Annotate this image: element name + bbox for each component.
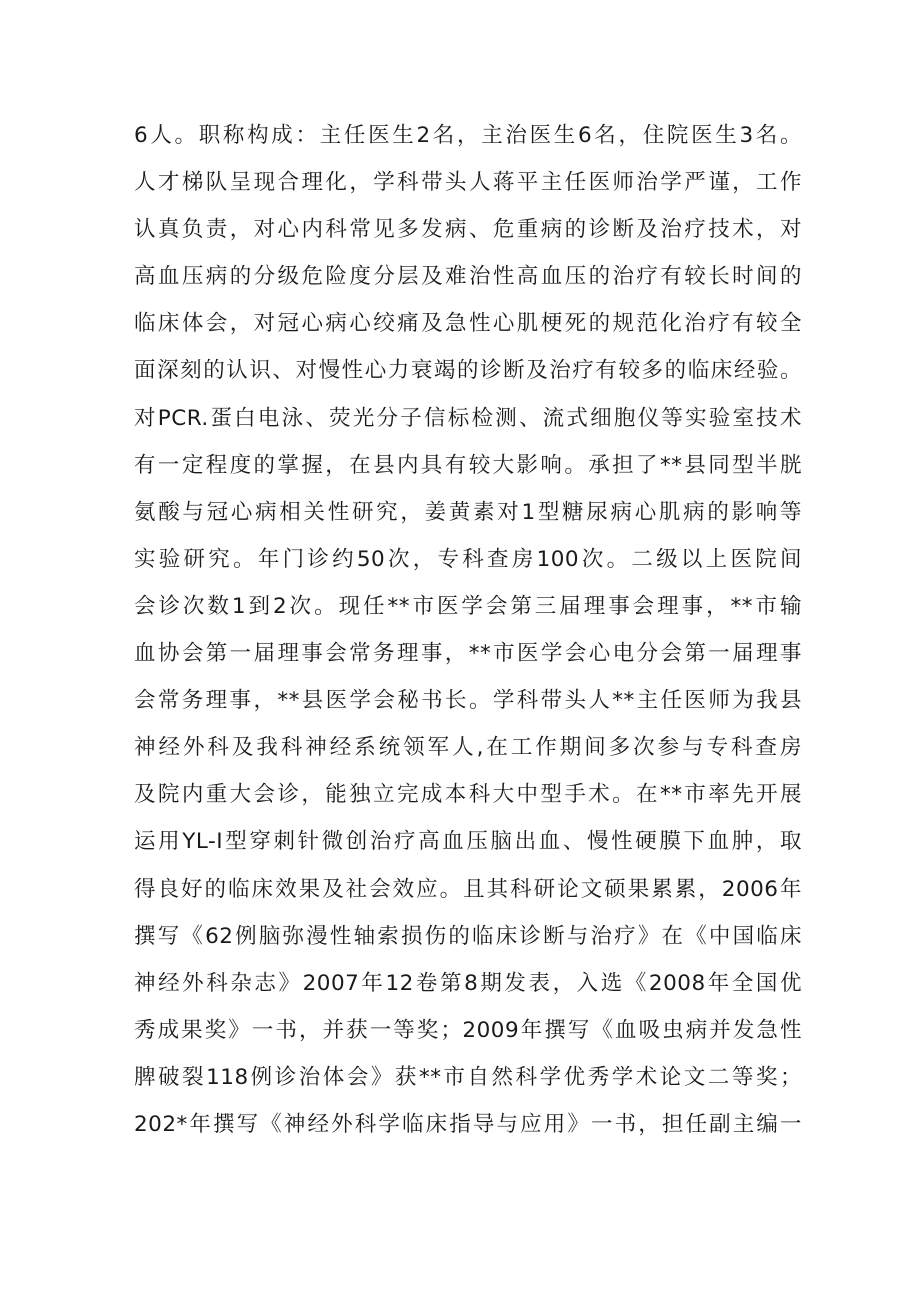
text-line: 认真负责，对心内科常见多发病、危重病的诊断及治疗技术，对 (134, 217, 802, 243)
text-line: 及院内重大会诊，能独立完成本科大中型手术。在**市率先开展 (134, 782, 802, 808)
text-line: 实验研究。年门诊约50次，专科查房100次。二级以上医院间 (134, 546, 802, 572)
text-line: 秀成果奖》一书，并获一等奖；2009年撰写《血吸虫病并发急性 (134, 1017, 802, 1043)
text-line: 氨酸与冠心病相关性研究，姜黄素对1型糖尿病心肌病的影响等 (134, 499, 802, 525)
text-line: 6人。职称构成：主任医生2名，主治医生6名，住院医生3名。 (134, 123, 802, 148)
text-line: 会诊次数1到2次。现任**市医学会第三届理事会理事，**市输 (134, 593, 802, 619)
text-line: 高血压病的分级危险度分层及难治性高血压的治疗有较长时间的 (134, 264, 802, 290)
text-line: 有一定程度的掌握，在县内具有较大影响。承担了**县同型半胱 (134, 452, 802, 478)
text-line: 得良好的临床效果及社会效应。且其科研论文硕果累累，2006年 (134, 876, 802, 902)
text-line: 对PCR.蛋白电泳、荧光分子信标检测、流式细胞仪等实验室技术 (134, 405, 802, 431)
text-line: 面深刻的认识、对慢性心力衰竭的诊断及治疗有较多的临床经验。 (134, 358, 802, 384)
body-text (134, 112, 802, 1148)
text-line: 人才梯队呈现合理化，学科带头人蒋平主任医师治学严谨，工作 (134, 170, 802, 196)
text-line: 血协会第一届理事会常务理事，**市医学会心电分会第一届理事 (134, 641, 802, 667)
text-line: 脾破裂118例诊治体会》获**市自然科学优秀学术论文二等奖； (134, 1064, 802, 1090)
text-line: 临床体会，对冠心病心绞痛及急性心肌梗死的规范化治疗有较全 (134, 311, 802, 337)
text-line: 神经外科及我科神经系统领军人,在工作期间多次参与专科查房 (134, 735, 802, 761)
text-line: 运用YL-I型穿刺针微创治疗高血压脑出血、慢性硬膜下血肿，取 (134, 829, 802, 855)
text-line: 202*年撰写《神经外科学临床指导与应用》一书，担任副主编一 (134, 1111, 802, 1137)
text-line: 会常务理事，**县医学会秘书长。学科带头人**主任医师为我县 (134, 688, 802, 714)
text-line: 神经外科杂志》2007年12卷第8期发表，入选《2008年全国优 (134, 970, 802, 996)
text-line: 撰写《62例脑弥漫性轴索损伤的临床诊断与治疗》在《中国临床 (134, 923, 802, 949)
